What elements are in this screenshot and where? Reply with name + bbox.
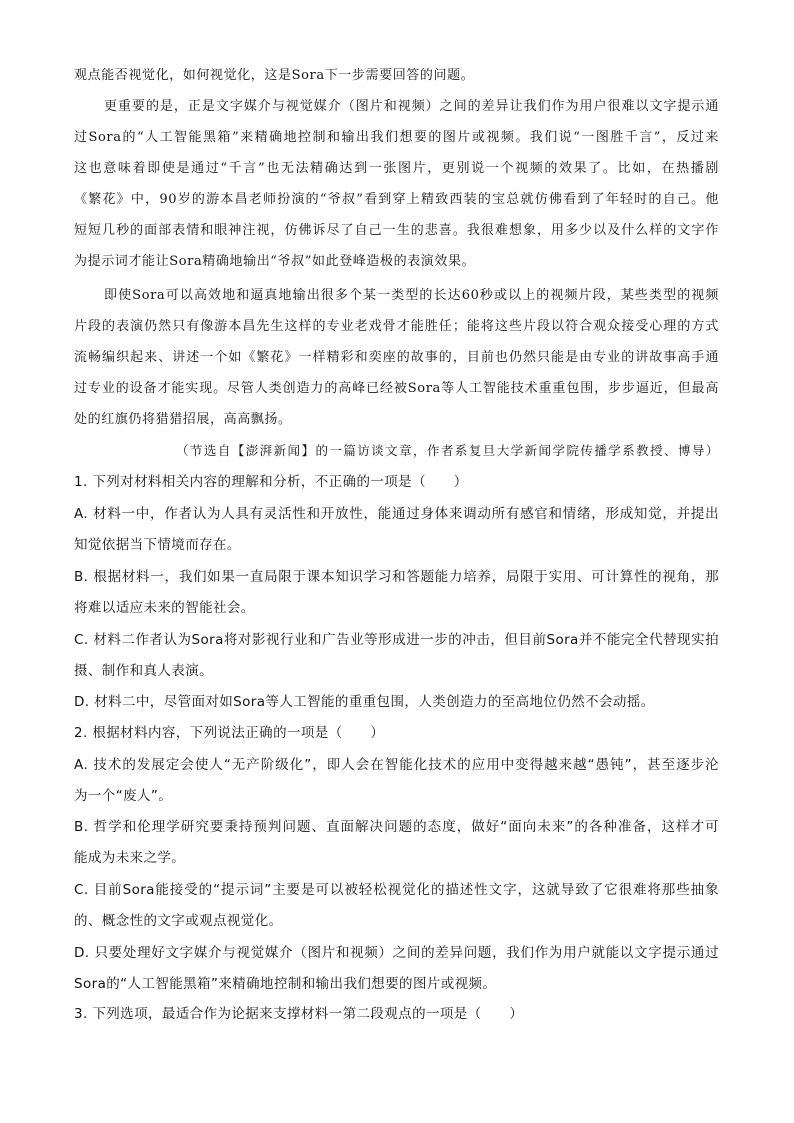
passage-line: 处的红旗仍将猎猎招展，高高飘扬。: [74, 412, 292, 427]
passage-line: 过Sora的“人工智能黑箱”来精确地控制和输出我们想要的图片或视频。我们说“一图胜千言”，反过来: [74, 130, 719, 145]
option-1c-cont: 摄、制作和真人表演。: [74, 663, 213, 679]
option-1a: A. 材料一中，作者认为人具有灵活性和开放性，能通过身体来调动所有感官和情绪，形成知觉，并提出: [74, 506, 719, 522]
passage-line: 即使Sora可以高效地和逼真地输出很多个某一类型的长达60秒或以上的视频片段，某些类型的视频: [104, 288, 719, 303]
question-stem-2: 2. 根据材料内容，下列说法正确的一项是（ ）: [74, 725, 385, 741]
option-1b-cont: 将难以适应未来的智能社会。: [74, 600, 255, 616]
passage-line: 这也意味着即使是通过“千言”也无法精确达到一张图片，更别说一个视频的效果了。比如，在热播剧: [74, 161, 719, 176]
option-2c-cont: 的、概念性的文字或观点视觉化。: [74, 913, 283, 929]
passage-line: 过专业的设备才能实现。尽管人类创造力的高峰已经被Sora等人工智能技术重重包围，步步逼近，但最高: [74, 381, 719, 396]
option-2b: B. 哲学和伦理学研究要秉持预判问题、直面解决问题的态度，做好“面向未来”的各种准备，这样才可: [74, 819, 719, 835]
option-2b-cont: 能成为未来之学。: [74, 850, 186, 866]
passage-line: 观点能否视觉化，如何视觉化，这是Sora下一步需要回答的问题。: [74, 68, 475, 83]
option-2d-cont: Sora的“人工智能黑箱”来精确地控制和输出我们想要的图片或视频。: [74, 976, 497, 992]
option-2a-cont: 为一个“废人”。: [74, 788, 173, 804]
question-stem-3: 3. 下列选项，最适合作为论据来支撑材料一第二段观点的一项是（ ）: [74, 1006, 524, 1022]
option-1c: C. 材料二作者认为Sora将对影视行业和广告业等形成进一步的冲击，但目前Sora并不能完全代替现实拍: [74, 632, 719, 648]
passage-line: 更重要的是，正是文字媒介与视觉媒介（图片和视频）之间的差异让我们作为用户很难以文字提示通: [104, 99, 719, 114]
option-1b: B. 根据材料一，我们如果一直局限于课本知识学习和答题能力培养，局限于实用、可计算性的视角，那: [74, 569, 719, 585]
question-stem-1: 1. 下列对材料相关内容的理解和分析，不正确的一项是（ ）: [74, 474, 468, 490]
passage-line: 短短几秒的面部表情和眼神注视，仿佛诉尽了自己一生的悲喜。我很难想象，用多少以及什么样的文字作: [74, 223, 719, 238]
option-2c: C. 目前Sora能接受的“提示词”主要是可以被轻松视觉化的描述性文字，这就导致了它很难将那些抽象: [74, 882, 719, 898]
option-2d: D. 只要处理好文字媒介与视觉媒介（图片和视频）之间的差异问题，我们作为用户就能以文字提示通过: [74, 945, 719, 961]
passage-source: （节选自【澎湃新闻】的一篇访谈文章，作者系复旦大学新闻学院传播学系教授、博导）: [176, 443, 719, 458]
passage-line: 为提示词才能让Sora精确地输出“爷叔”如此登峰造极的表演效果。: [74, 254, 476, 269]
option-1d: D. 材料二中，尽管面对如Sora等人工智能的重重包围，人类创造力的至高地位仍然不会动摇。: [74, 694, 655, 710]
option-2a: A. 技术的发展定会使人“无产阶级化”，即人会在智能化技术的应用中变得越来越“愚钝”，甚至逐步沦: [74, 757, 719, 773]
passage-line: 流畅编织起来、讲述一个如《繁花》一样精彩和奕座的故事的，目前也仍然只能是由专业的讲故事高手通: [74, 350, 719, 365]
passage-line: 《繁花》中，90岁的游本昌老师扮演的“爷叔”看到穿上精致西装的宝总就仿佛看到了年轻时的自己。他: [74, 192, 719, 207]
option-1a-cont: 知觉依据当下情境而存在。: [74, 537, 241, 553]
passage-line: 片段的表演仍然只有像游本昌先生这样的专业老戏骨才能胜任；能将这些片段以符合观众接受心理的方式: [74, 319, 719, 334]
